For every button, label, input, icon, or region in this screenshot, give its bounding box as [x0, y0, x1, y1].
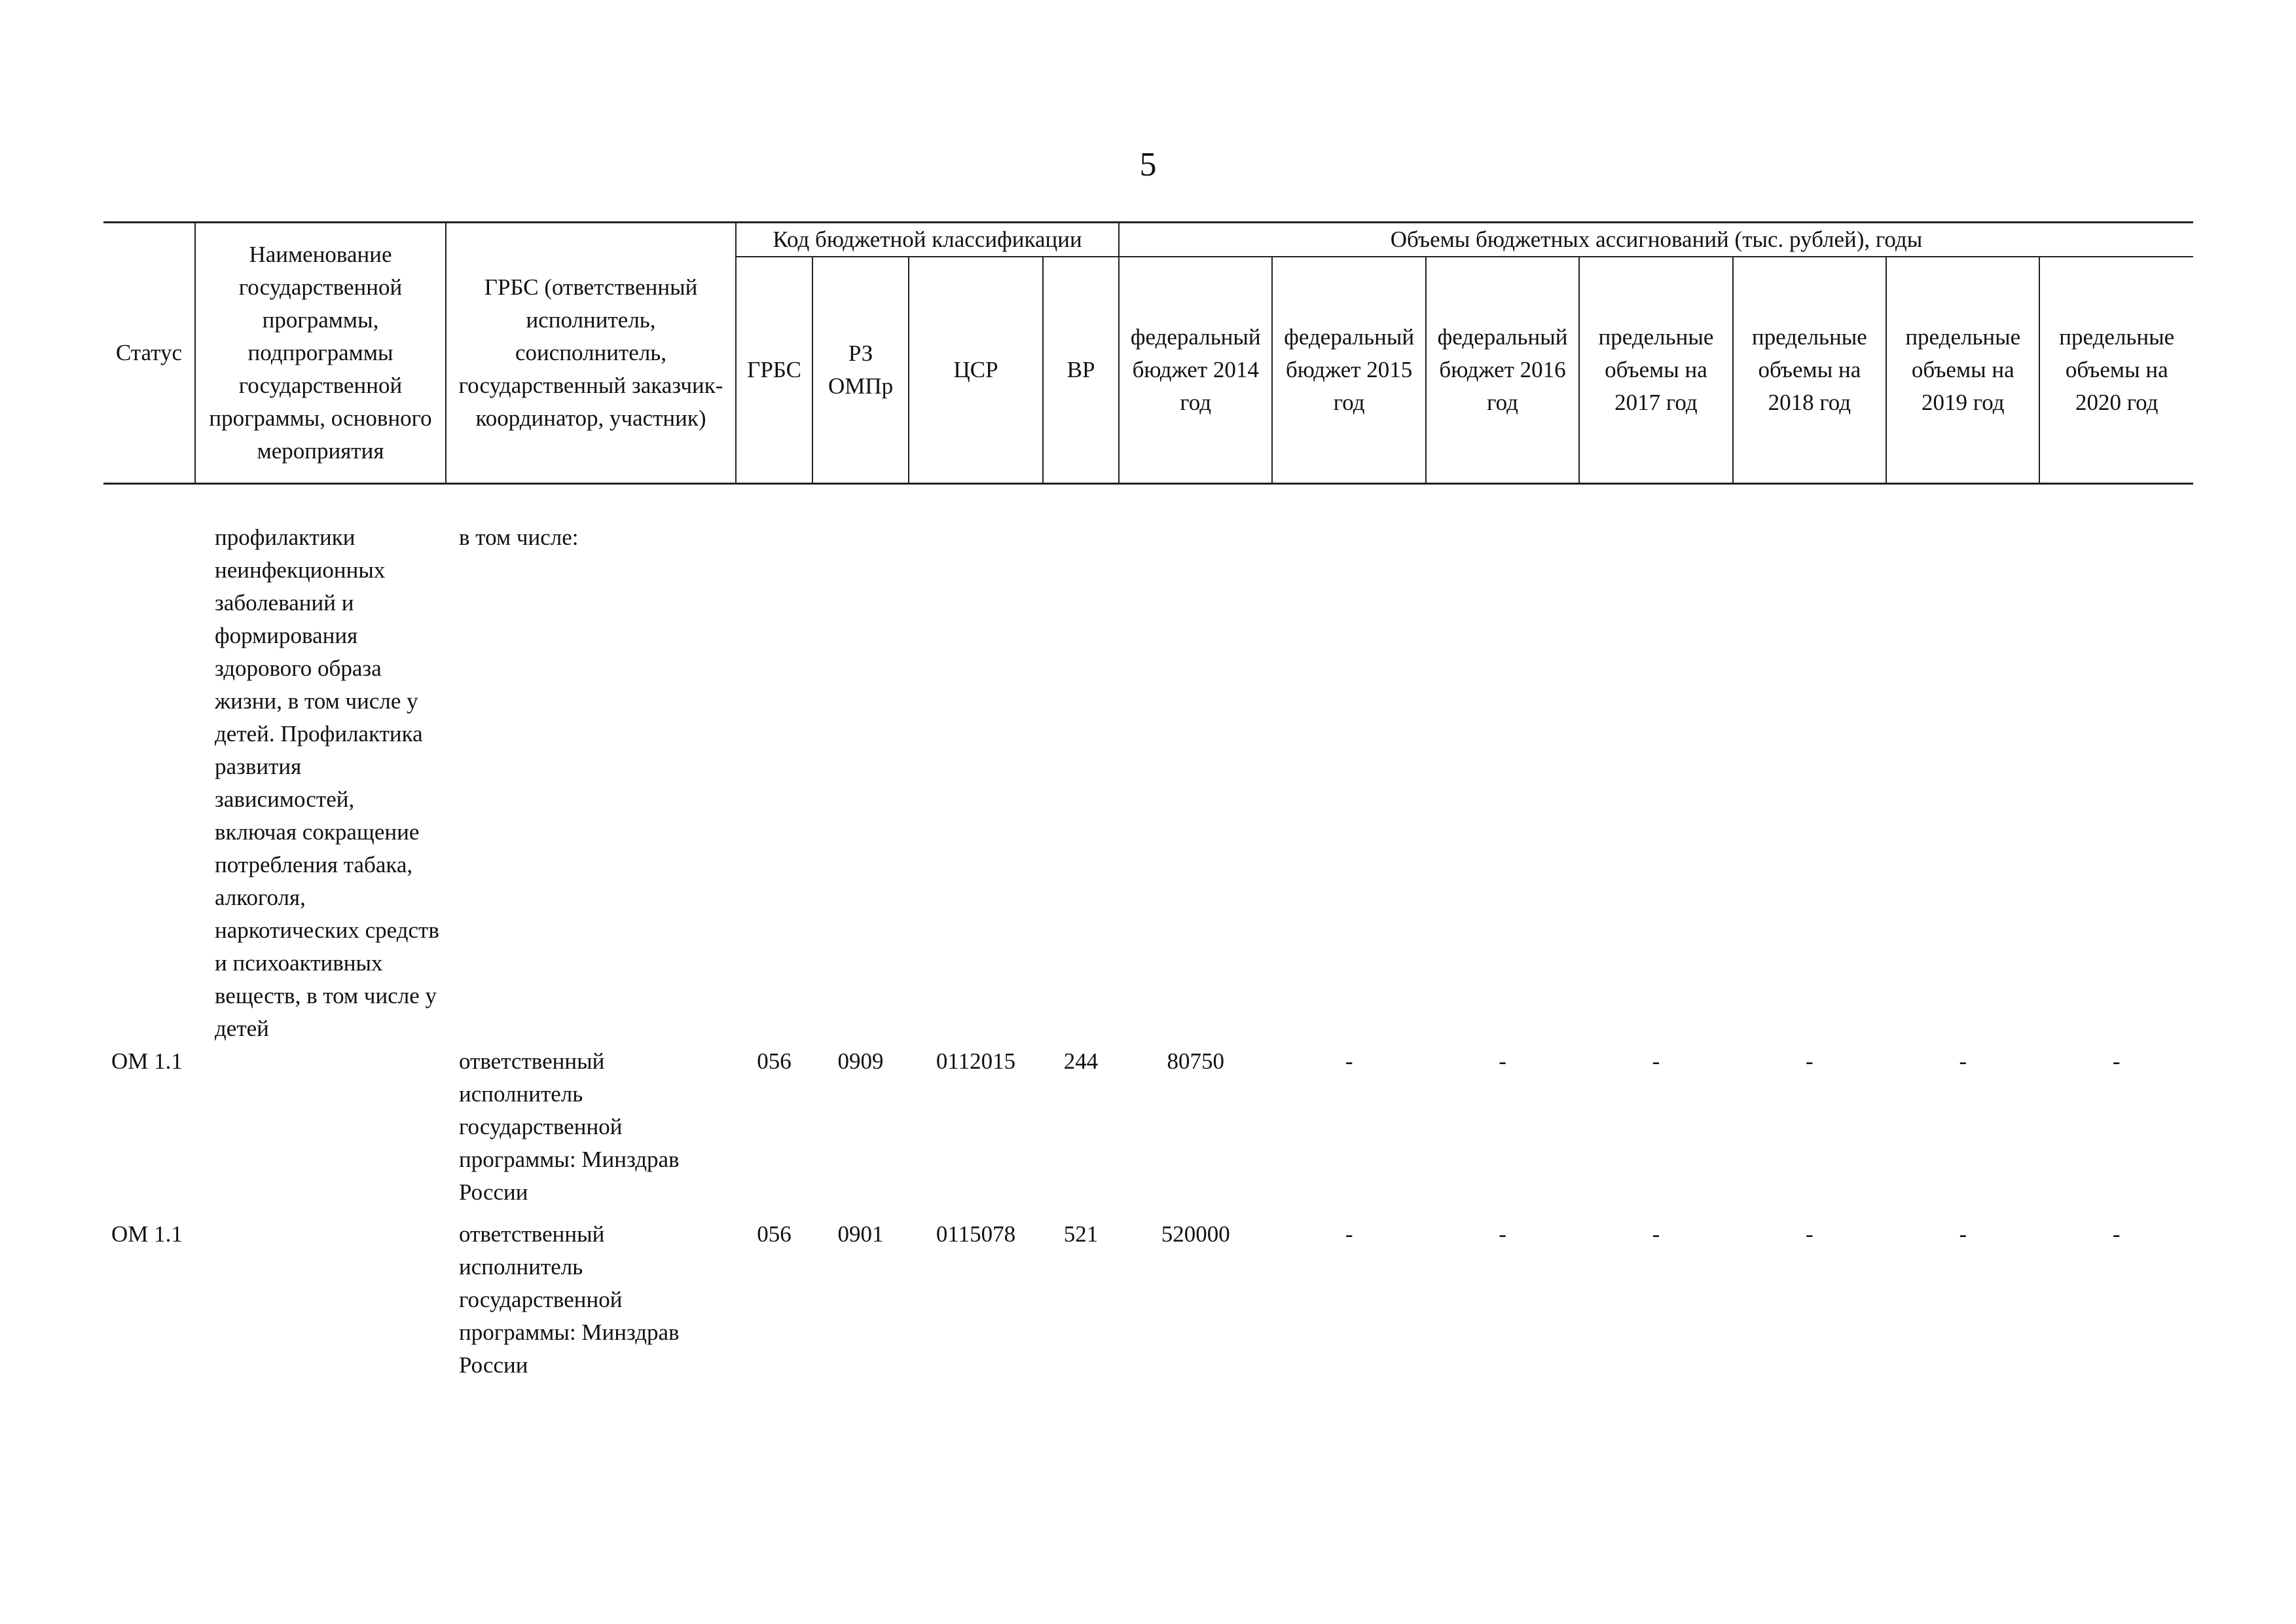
header-status: Статус [103, 223, 195, 484]
row-responsible: ответственный исполнитель государственной программы: Минздрав России [459, 1221, 680, 1378]
row-responsible: ответственный исполнитель государственной программы: Минздрав России [459, 1048, 680, 1205]
row-vr: 244 [1063, 1048, 1099, 1074]
row-value-2019: - [1959, 1221, 1967, 1247]
row-value-2016: - [1499, 1048, 1506, 1074]
row-vr: 521 [1063, 1221, 1099, 1247]
budget-table-wrapper [103, 221, 2193, 1391]
row-status: ОМ 1.1 [111, 1221, 183, 1247]
row-value-2015: - [1345, 1221, 1353, 1247]
row-status: ОМ 1.1 [111, 1048, 183, 1074]
row-value-2019: - [1959, 1048, 1967, 1074]
row-value-2017: - [1652, 1221, 1660, 1247]
table-body [103, 484, 2193, 1392]
row-value-2020: - [2112, 1048, 2121, 1074]
row-grbs: 056 [757, 1048, 792, 1074]
header-year-2018: предельные объемы на 2018 год [1733, 257, 1886, 484]
row-value-2017: - [1652, 1048, 1660, 1074]
header-year-2017: предельные объемы на 2017 год [1579, 257, 1732, 484]
header-year-2014: федеральный бюджет 2014 год [1119, 257, 1272, 484]
row-value-2014: 80750 [1167, 1048, 1224, 1074]
row-rz: 0901 [837, 1221, 884, 1247]
table-row-continuation [103, 521, 2193, 1045]
row-value-2018: - [1806, 1221, 1813, 1247]
budget-table [103, 221, 2193, 1391]
continuation-responsible: в том числе: [459, 525, 579, 550]
header-grbs-responsible: ГРБС (ответственный исполнитель, соисполнитель, государственный заказчик-координатор, участник) [446, 223, 736, 484]
row-value-2018: - [1806, 1048, 1813, 1074]
continuation-name: профилактики неинфекционных заболеваний и формирования здорового образа жизни, в том числе у детей. Профилактика развития зависимостей, включая сокращение потребления табака, алкоголя, наркотических средств и психоактивных веществ, в том числе у детей [215, 525, 439, 1041]
header-year-2019: предельные объемы на 2019 год [1886, 257, 2039, 484]
header-year-2016: федеральный бюджет 2016 год [1426, 257, 1579, 484]
header-vr: ВР [1043, 257, 1119, 484]
header-grbs: ГРБС [736, 257, 812, 484]
row-value-2014: 520000 [1161, 1221, 1230, 1247]
page-number: 5 [1139, 146, 1157, 183]
header-year-2015: федеральный бюджет 2015 год [1272, 257, 1425, 484]
row-csr: 0112015 [936, 1048, 1016, 1074]
header-csr: ЦСР [909, 257, 1043, 484]
header-rz: РЗ ОМПр [812, 257, 909, 484]
row-rz: 0909 [837, 1048, 884, 1074]
header-year-2020: предельные объемы на 2020 год [2039, 257, 2193, 484]
row-value-2020: - [2112, 1221, 2121, 1247]
row-value-2015: - [1345, 1048, 1353, 1074]
header-name: Наименование государственной программы, подпрограммы государственной программы, основного мероприятия [195, 223, 446, 484]
table-header [103, 223, 2193, 484]
row-csr: 0115078 [936, 1221, 1016, 1247]
header-budget-code-group: Код бюджетной классификации [736, 223, 1119, 257]
table-row [103, 1218, 2193, 1391]
row-value-2016: - [1499, 1221, 1506, 1247]
header-volume-group: Объемы бюджетных ассигнований (тыс. рублей), годы [1119, 223, 2193, 257]
table-row [103, 1045, 2193, 1218]
row-grbs: 056 [757, 1221, 792, 1247]
